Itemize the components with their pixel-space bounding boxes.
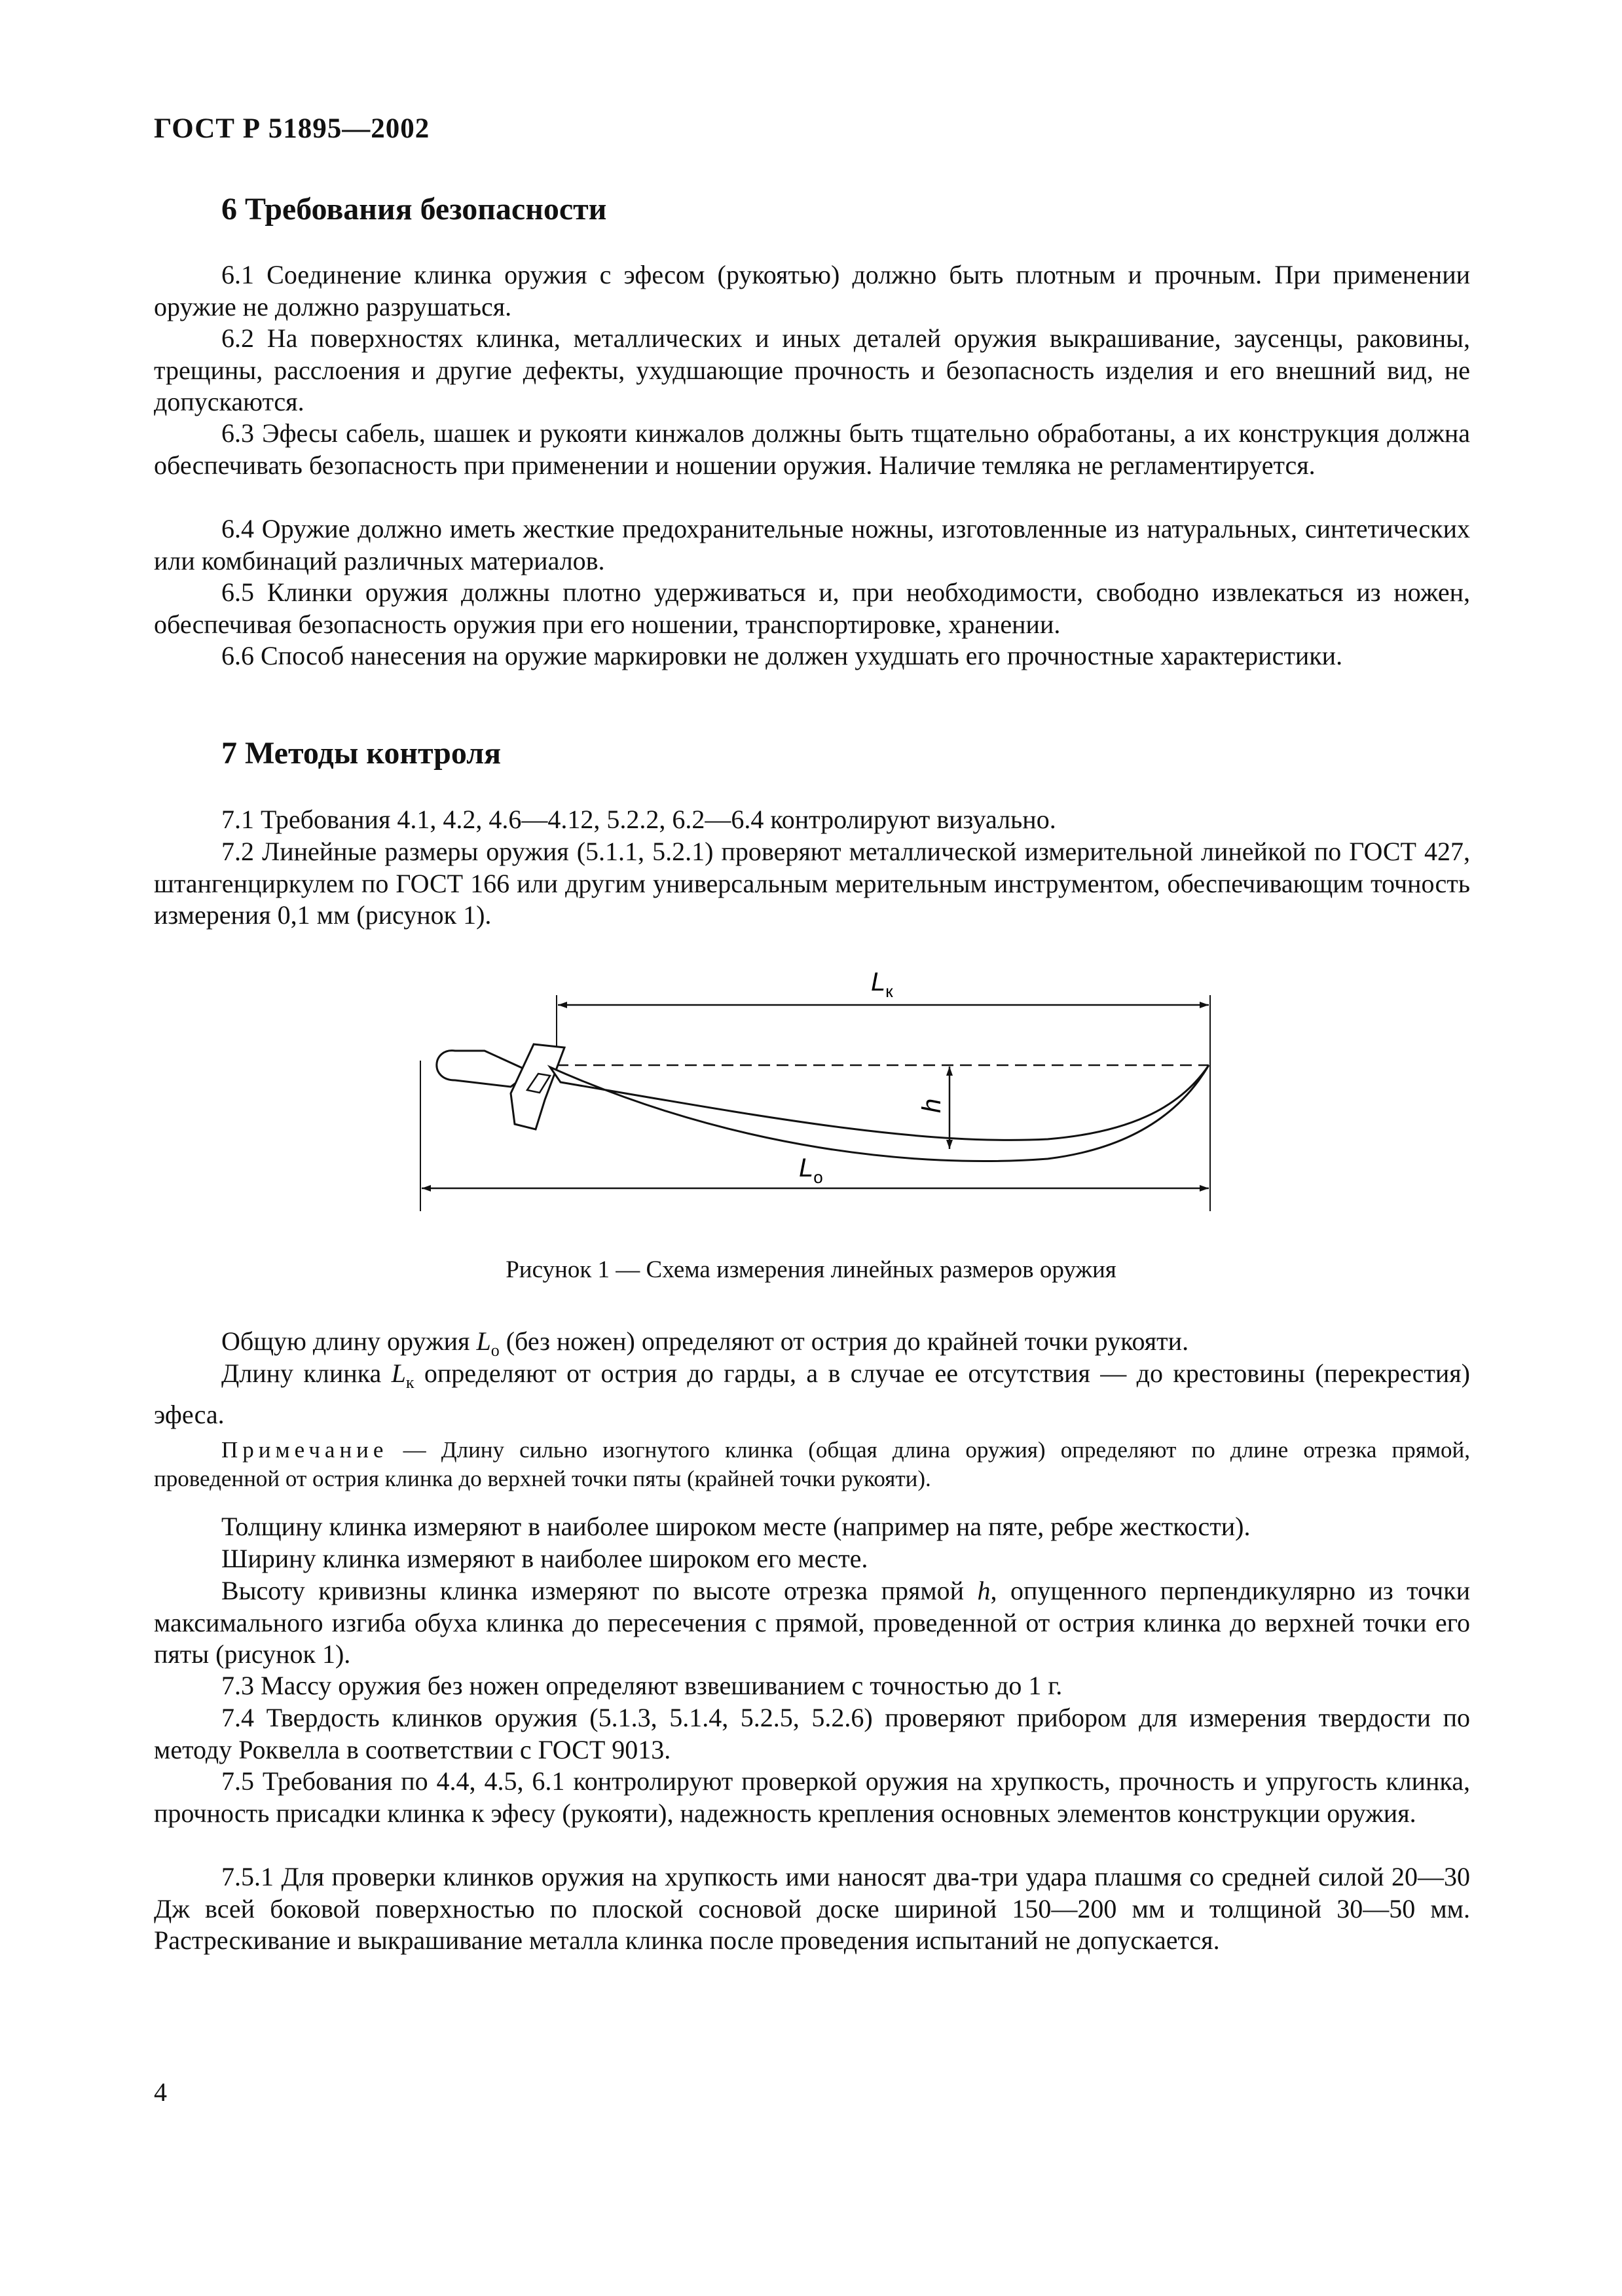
paragraph-blade-length: Длину клинка $L_к$ определяют от острия до гарды, а в случае ее отсутствия — до крестовины (перекрестия) эфеса.	[154, 1358, 1471, 1429]
note: Примечание — Длину сильно изогнутого клинка (общая длина оружия) определяют по длине отрезка прямой, проведенной от острия клинка до верхней точки пяты (крайней точки рукояти).	[154, 1437, 1470, 1491]
paragraph-width: Ширину клинка измеряют в наиболее широком его месте.	[221, 1544, 868, 1573]
paragraph-6-4: 6.4 Оружие должно иметь жесткие предохранительные ножны, изготовленные из натуральных, синтетических или комбинаций различных материалов.	[154, 514, 1470, 575]
lo-label: $L_о$	[799, 1154, 823, 1187]
section-7-title: 7 Методы контроля	[221, 736, 502, 771]
paragraph-7-5: 7.5 Требования по 4.4, 4.5, 6.1 контролируют проверкой оружия на хрупкость, прочность и упругость клинка, прочность присадки клинка к эфесу (рукояти), надежность крепления основных элементов конструкции оружия.	[154, 1766, 1470, 1828]
paragraph-7-5-1: 7.5.1 Для проверки клинков оружия на хрупкость ими наносят два-три удара плашмя со средней силой 20—30 Дж всей боковой поверхностью по плоской сосновой доске шириной 150—200 мм и толщиной 30—50 мм. Растрескивание и выкрашивание металла клинка после проведения испытаний не допускается.	[154, 1862, 1470, 1955]
saber-blade	[550, 1065, 1209, 1161]
h-label: h	[917, 1098, 946, 1113]
document-header: ГОСТ Р 51895—2002	[154, 113, 430, 144]
paragraph-6-2: 6.2 На поверхностях клинка, металлических и иных деталей оружия выкрашивание, заусенцы, раковины, трещины, расслоения и другие дефекты, ухудшающие прочность и безопасность изделия и его внешний вид, не допускаются.	[154, 323, 1470, 416]
paragraph-thickness: Толщину клинка измеряют в наиболее широком месте (например на пяте, ребре жесткости).	[221, 1512, 1251, 1541]
paragraph-7-2: 7.2 Линейные размеры оружия (5.1.1, 5.2.1) проверяют металлической измерительной линейкой по ГОСТ 427, штангенциркулем по ГОСТ 166 или другим универсальным мерительным инструментом, обеспечивающим точность измерения 0,1 мм (рисунок 1).	[154, 837, 1470, 930]
figure-1-saber-diagram	[393, 953, 1231, 1228]
paragraph-7-3: 7.3 Массу оружия без ножен определяют взвешиванием с точностью до 1 г.	[221, 1671, 1063, 1700]
paragraph-6-1: 6.1 Соединение клинка оружия с эфесом (рукоятью) должно быть плотным и прочным. При применении оружие не должно разрушаться.	[154, 260, 1470, 321]
paragraph-overall-length: Общую длину оружия $L_о$ (без ножен) определяют от острия до крайней точки рукояти.	[221, 1326, 1189, 1360]
page-number: 4	[154, 2077, 167, 2107]
figure-1-caption: Рисунок 1 — Схема измерения линейных размеров оружия	[506, 1256, 1116, 1283]
paragraph-6-6: 6.6 Способ нанесения на оружие маркировки не должен ухудшать его прочностные характеристики.	[221, 641, 1343, 670]
lk-label: $L_к$	[871, 968, 893, 1001]
saber-measurement-diagram	[393, 953, 1231, 1228]
paragraph-6-5: 6.5 Клинки оружия должны плотно удерживаться и, при необходимости, свободно извлекаться из ножен, обеспечивая безопасность оружия при его ношении, транспортировке, хранении.	[154, 577, 1470, 639]
paragraph-7-1: 7.1 Требования 4.1, 4.2, 4.6—4.12, 5.2.2, 6.2—6.4 контролируют визуально.	[221, 805, 1056, 834]
paragraph-6-3: 6.3 Эфесы сабель, шашек и рукояти кинжалов должны быть тщательно обработаны, а их конструкция должна обеспечивать безопасность при применении и ношении оружия. Наличие темляка не регламентируется.	[154, 418, 1470, 480]
paragraph-7-4: 7.4 Твердость клинков оружия (5.1.3, 5.1.4, 5.2.5, 5.2.6) проверяют прибором для измерения твердости по методу Роквелла в соответствии с ГОСТ 9013.	[154, 1703, 1470, 1764]
note-label: Примечание	[221, 1437, 388, 1463]
section-6-title: 6 Требования безопасности	[221, 192, 607, 227]
paragraph-curvature: Высоту кривизны клинка измеряют по высоте отрезка прямой h, опущенного перпендикулярно из точки максимального изгиба обуха клинка до пересечения с прямой, проведенной от острия клинка до верхней точки его пяты (рисунок 1).	[154, 1576, 1470, 1669]
